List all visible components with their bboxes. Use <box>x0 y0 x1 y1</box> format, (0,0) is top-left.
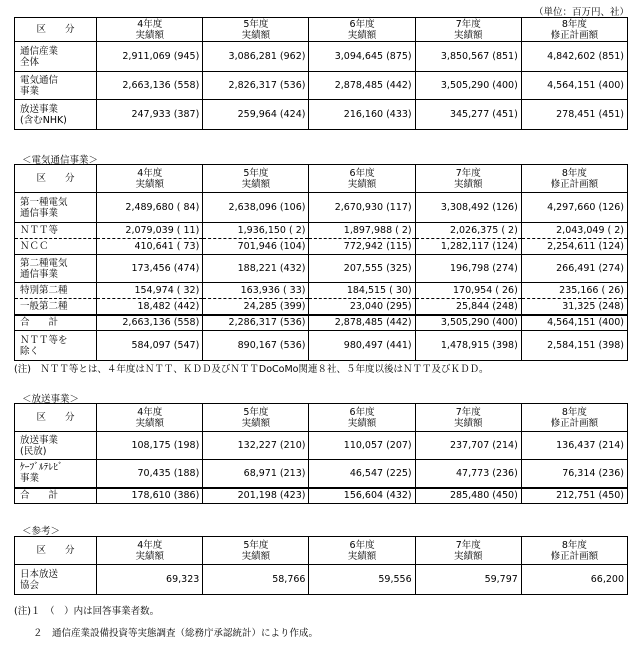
row-label <box>15 100 97 130</box>
value-cell: 278,451 (451) <box>521 100 627 130</box>
value-cell: 584,097 (547) <box>97 331 203 361</box>
cell-text: 第二種電気 <box>20 257 68 269</box>
year-header <box>203 404 309 432</box>
table-header-group <box>15 537 628 565</box>
cell-text: ＮＴＴ等 <box>20 225 59 236</box>
value-cell: 2,663,136 (558) <box>97 315 203 331</box>
year-header <box>203 165 309 193</box>
value-cell: 2,026,375 ( 2) <box>415 223 521 239</box>
value-cell: 4,842,602 (851) <box>521 42 627 72</box>
cell-text: 事業 <box>20 85 40 97</box>
year-header <box>309 165 415 193</box>
row-label <box>15 331 97 361</box>
value-cell: 4,297,660 (126) <box>521 193 627 223</box>
cell-text: 合 計 <box>20 317 59 329</box>
row-label <box>15 488 97 504</box>
cell-text: 一般第二種 <box>20 300 68 312</box>
value-cell: 701,946 (104) <box>203 239 309 255</box>
cell-text: 合 計 <box>20 490 59 502</box>
table-row <box>15 565 628 595</box>
year-sublabel: 実績額 <box>453 178 483 190</box>
kubun-header: 区 分 <box>15 537 97 565</box>
value-cell: 2,670,930 (117) <box>309 193 415 223</box>
value-cell: 1,936,150 ( 2) <box>203 223 309 239</box>
industry-total-table <box>14 17 628 130</box>
value-cell: 31,325 (248) <box>521 299 627 315</box>
table-header-group <box>15 165 628 193</box>
value-cell: 1,897,988 ( 2) <box>309 223 415 239</box>
kubun-header: 区 分 <box>15 404 97 432</box>
table-row <box>15 299 628 315</box>
year-label: 7年度 <box>455 539 481 551</box>
year-label: 4年度 <box>137 18 163 30</box>
cell-text: (民放) <box>20 445 47 457</box>
reference-table <box>14 536 628 595</box>
header-row <box>15 404 628 432</box>
year-header <box>309 537 415 565</box>
value-cell: 68,971 (213) <box>203 460 309 488</box>
year-header <box>97 165 203 193</box>
value-cell: 156,604 (432) <box>309 488 415 504</box>
value-cell: 285,480 (450) <box>415 488 521 504</box>
cell-text: ＮＴＴ等を <box>20 334 68 346</box>
cell-text: (含むNHK) <box>20 114 67 126</box>
year-label: 7年度 <box>455 18 481 30</box>
value-cell: 76,314 (236) <box>521 460 627 488</box>
year-header <box>97 18 203 42</box>
value-cell: 46,547 (225) <box>309 460 415 488</box>
year-sublabel: 実績額 <box>135 29 164 41</box>
value-cell: 410,641 ( 73) <box>97 239 203 255</box>
value-cell: 2,043,049 ( 2) <box>521 223 627 239</box>
value-cell: 24,285 (399) <box>203 299 309 315</box>
table-row <box>15 100 628 130</box>
value-cell: 178,610 (386) <box>97 488 203 504</box>
year-label: 8年度 <box>561 406 587 418</box>
year-sublabel: 実績額 <box>347 550 377 562</box>
kubun-header: 区 分 <box>15 165 97 193</box>
year-label: 5年度 <box>243 167 269 179</box>
table-row <box>15 255 628 283</box>
value-cell: 2,826,317 (536) <box>203 72 309 100</box>
year-sublabel: 実績額 <box>347 29 377 41</box>
row-label <box>15 72 97 100</box>
value-cell: 212,751 (450) <box>521 488 627 504</box>
telecom-section-title: ＜電気通信事業＞ <box>22 155 99 166</box>
year-sublabel: 実績額 <box>347 417 377 429</box>
value-cell: 772,942 (115) <box>309 239 415 255</box>
value-cell: 136,437 (214) <box>521 432 627 460</box>
table-header-group <box>15 18 628 42</box>
value-cell: 259,964 (424) <box>203 100 309 130</box>
header-row <box>15 537 628 565</box>
value-cell: 207,555 (325) <box>309 255 415 283</box>
year-label: 4年度 <box>137 406 163 418</box>
year-sublabel: 実績額 <box>241 29 271 41</box>
row-label <box>15 460 97 488</box>
year-header <box>415 404 521 432</box>
year-sublabel: 修正計画額 <box>550 29 599 41</box>
header-row <box>15 165 628 193</box>
value-cell: 58,766 <box>203 565 309 595</box>
row-label <box>15 255 97 283</box>
cell-text: 通信事業 <box>20 207 59 219</box>
cell-text: ＮＣＣ <box>20 241 49 252</box>
table-row <box>15 72 628 100</box>
value-cell: 235,166 ( 26) <box>521 283 627 299</box>
value-cell: 110,057 (207) <box>309 432 415 460</box>
year-sublabel: 実績額 <box>241 178 271 190</box>
value-cell: 163,936 ( 33) <box>203 283 309 299</box>
value-cell: 3,850,567 (851) <box>415 42 521 72</box>
table-header-group <box>15 404 628 432</box>
year-label: 7年度 <box>455 406 481 418</box>
cell-text: 除く <box>20 345 40 357</box>
cell-text: 日本放送 <box>20 568 59 580</box>
year-label: 4年度 <box>137 539 163 551</box>
year-label: 6年度 <box>349 539 375 551</box>
year-label: 6年度 <box>349 167 375 179</box>
year-label: 8年度 <box>561 167 587 179</box>
telecom-table <box>14 164 628 361</box>
value-cell: 18,482 (442) <box>97 299 203 315</box>
value-cell: 2,286,317 (536) <box>203 315 309 331</box>
value-cell: 2,584,151 (398) <box>521 331 627 361</box>
table-body <box>15 42 628 130</box>
value-cell: 184,515 ( 30) <box>309 283 415 299</box>
year-header <box>415 18 521 42</box>
year-header <box>521 537 627 565</box>
cell-text: 事業 <box>20 473 40 485</box>
row-label <box>15 239 97 255</box>
footnote-1: (注)１ （ ）内は回答事業者数。 <box>14 606 160 617</box>
value-cell: 108,175 (198) <box>97 432 203 460</box>
year-header <box>309 404 415 432</box>
year-label: 4年度 <box>137 167 163 179</box>
cell-text: 第一種電気 <box>20 196 68 208</box>
value-cell: 47,773 (236) <box>415 460 521 488</box>
row-label <box>15 283 97 299</box>
header-row <box>15 18 628 42</box>
cell-text: 通信事業 <box>20 268 59 280</box>
value-cell: 216,160 (433) <box>309 100 415 130</box>
year-label: 6年度 <box>349 18 375 30</box>
year-header <box>521 404 627 432</box>
value-cell: 3,308,492 (126) <box>415 193 521 223</box>
row-label <box>15 223 97 239</box>
value-cell: 154,974 ( 32) <box>97 283 203 299</box>
kubun-header: 区 分 <box>15 18 97 42</box>
value-cell: 1,478,915 (398) <box>415 331 521 361</box>
footnote-2: ２ 通信産業設備投資等実態調査（総務庁承認統計）により作成。 <box>14 628 319 639</box>
cell-text: 全体 <box>20 56 40 68</box>
value-cell: 66,200 <box>521 565 627 595</box>
year-header <box>521 165 627 193</box>
value-cell: 980,497 (441) <box>309 331 415 361</box>
year-header <box>203 18 309 42</box>
value-cell: 201,198 (423) <box>203 488 309 504</box>
cell-text: 放送事業 <box>20 103 59 115</box>
table-row <box>15 223 628 239</box>
year-sublabel: 実績額 <box>347 178 377 190</box>
table-row <box>15 193 628 223</box>
value-cell: 2,663,136 (558) <box>97 72 203 100</box>
cell-text: 特別第二種 <box>20 285 68 296</box>
table-row <box>15 331 628 361</box>
table-row <box>15 239 628 255</box>
row-label <box>15 432 97 460</box>
year-label: 8年度 <box>561 539 587 551</box>
value-cell: 70,435 (188) <box>97 460 203 488</box>
table-body <box>15 565 628 595</box>
reference-section-title: ＜参考＞ <box>22 526 61 537</box>
value-cell: 345,277 (451) <box>415 100 521 130</box>
value-cell: 2,878,485 (442) <box>309 315 415 331</box>
year-header <box>309 18 415 42</box>
year-header <box>203 537 309 565</box>
row-label <box>15 42 97 72</box>
cell-text: 協会 <box>20 579 40 591</box>
value-cell: 25,844 (248) <box>415 299 521 315</box>
value-cell: 196,798 (274) <box>415 255 521 283</box>
year-header <box>415 537 521 565</box>
value-cell: 2,254,611 (124) <box>521 239 627 255</box>
year-sublabel: 修正計画額 <box>550 178 599 190</box>
year-header <box>521 18 627 42</box>
table-body <box>15 432 628 504</box>
value-cell: 2,489,680 ( 84) <box>97 193 203 223</box>
value-cell: 132,227 (210) <box>203 432 309 460</box>
year-label: 5年度 <box>243 539 269 551</box>
value-cell: 69,323 <box>97 565 203 595</box>
row-label <box>15 299 97 315</box>
year-header <box>97 537 203 565</box>
value-cell: 890,167 (536) <box>203 331 309 361</box>
value-cell: 3,505,290 (400) <box>415 315 521 331</box>
year-label: 6年度 <box>349 406 375 418</box>
value-cell: 173,456 (474) <box>97 255 203 283</box>
broadcast-section-title: ＜放送事業＞ <box>22 394 80 405</box>
year-sublabel: 実績額 <box>241 417 271 429</box>
year-sublabel: 修正計画額 <box>550 417 599 429</box>
value-cell: 188,221 (432) <box>203 255 309 283</box>
unit-label: （単位：百万円、社） <box>533 7 629 18</box>
broadcast-table <box>14 403 628 504</box>
year-sublabel: 修正計画額 <box>550 550 599 562</box>
value-cell: 2,079,039 ( 11) <box>97 223 203 239</box>
year-sublabel: 実績額 <box>135 550 164 562</box>
cell-text: 放送事業 <box>20 434 59 446</box>
table-row <box>15 432 628 460</box>
cell-text: 通信産業 <box>20 45 59 57</box>
cell-text: 電気通信 <box>20 74 59 86</box>
table-row <box>15 315 628 331</box>
value-cell: 170,954 ( 26) <box>415 283 521 299</box>
value-cell: 2,911,069 (945) <box>97 42 203 72</box>
value-cell: 3,505,290 (400) <box>415 72 521 100</box>
year-label: 5年度 <box>243 406 269 418</box>
cell-text: ｹｰﾌﾞﾙﾃﾚﾋﾞ <box>20 462 63 474</box>
telecom-note: (注) ＮＴＴ等とは、４年度はＮＴＴ、ＫＤＤ及びＮＴＴDoCoMo関連８社、５年度以後はＮＴＴ及びＫＤＤ。 <box>14 364 489 375</box>
value-cell: 59,797 <box>415 565 521 595</box>
table-row <box>15 460 628 488</box>
year-sublabel: 実績額 <box>135 417 164 429</box>
value-cell: 2,878,485 (442) <box>309 72 415 100</box>
table-row <box>15 283 628 299</box>
table-row <box>15 42 628 72</box>
value-cell: 247,933 (387) <box>97 100 203 130</box>
row-label <box>15 565 97 595</box>
year-sublabel: 実績額 <box>241 550 271 562</box>
row-label <box>15 193 97 223</box>
year-header <box>415 165 521 193</box>
row-label <box>15 315 97 331</box>
value-cell: 1,282,117 (124) <box>415 239 521 255</box>
value-cell: 3,086,281 (962) <box>203 42 309 72</box>
year-label: 7年度 <box>455 167 481 179</box>
table-row <box>15 488 628 504</box>
value-cell: 23,040 (295) <box>309 299 415 315</box>
year-label: 8年度 <box>561 18 587 30</box>
year-sublabel: 実績額 <box>453 550 483 562</box>
value-cell: 3,094,645 (875) <box>309 42 415 72</box>
year-sublabel: 実績額 <box>453 29 483 41</box>
value-cell: 4,564,151 (400) <box>521 72 627 100</box>
year-label: 5年度 <box>243 18 269 30</box>
year-sublabel: 実績額 <box>453 417 483 429</box>
year-header <box>97 404 203 432</box>
table-body <box>15 193 628 361</box>
value-cell: 59,556 <box>309 565 415 595</box>
value-cell: 266,491 (274) <box>521 255 627 283</box>
year-sublabel: 実績額 <box>135 178 164 190</box>
value-cell: 4,564,151 (400) <box>521 315 627 331</box>
value-cell: 2,638,096 (106) <box>203 193 309 223</box>
value-cell: 237,707 (214) <box>415 432 521 460</box>
